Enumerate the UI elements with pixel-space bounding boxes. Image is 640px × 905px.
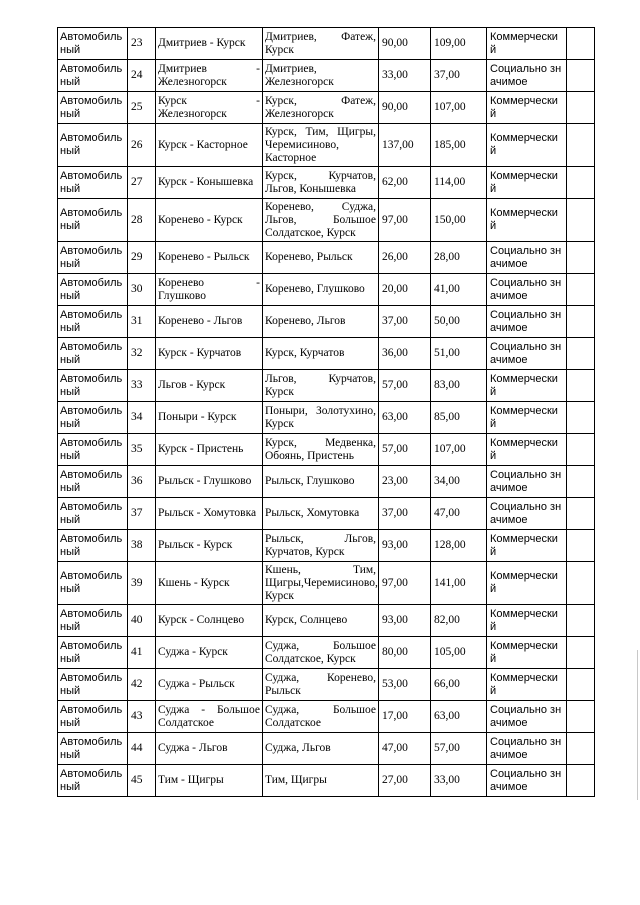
cell-route-stops: Кшень, Тим, Щигры,Черемисиново, Курск xyxy=(263,562,379,605)
table-row xyxy=(58,669,595,701)
cell-empty xyxy=(567,562,595,605)
cell-route-stops: Дмитриев, Фатеж, Курск xyxy=(263,28,379,60)
cell-route-number: 43 xyxy=(128,701,156,733)
table-row xyxy=(58,370,595,402)
cell-empty xyxy=(567,306,595,338)
cell-empty xyxy=(567,338,595,370)
cell-distance-2: 50,00 xyxy=(431,306,487,338)
cell-route-kind: Социально значимое xyxy=(487,242,567,274)
cell-transport-type: Автомобильный xyxy=(58,338,128,370)
cell-distance-1: 57,00 xyxy=(379,370,431,402)
table-row xyxy=(58,28,595,60)
table-row xyxy=(58,199,595,242)
table-row xyxy=(58,466,595,498)
cell-distance-1: 37,00 xyxy=(379,498,431,530)
cell-route-kind: Коммерческий xyxy=(487,637,567,669)
cell-distance-2: 33,00 xyxy=(431,765,487,797)
cell-transport-type: Автомобильный xyxy=(58,765,128,797)
table-row xyxy=(58,338,595,370)
table-row xyxy=(58,498,595,530)
cell-route-kind: Социально значимое xyxy=(487,701,567,733)
cell-distance-1: 27,00 xyxy=(379,765,431,797)
cell-route-kind: Коммерческий xyxy=(487,562,567,605)
cell-route-stops: Курск, Медвенка, Обоянь, Пристень xyxy=(263,434,379,466)
cell-distance-2: 63,00 xyxy=(431,701,487,733)
cell-distance-1: 90,00 xyxy=(379,28,431,60)
cell-transport-type: Автомобильный xyxy=(58,28,128,60)
cell-distance-2: 150,00 xyxy=(431,199,487,242)
cell-route-kind: Коммерческий xyxy=(487,124,567,167)
cell-distance-2: 37,00 xyxy=(431,60,487,92)
cell-route-name: Рыльск - Глушково xyxy=(156,466,263,498)
cell-empty xyxy=(567,669,595,701)
cell-empty xyxy=(567,701,595,733)
cell-route-number: 35 xyxy=(128,434,156,466)
cell-route-stops: Тим, Щигры xyxy=(263,765,379,797)
cell-distance-1: 97,00 xyxy=(379,562,431,605)
cell-route-name: Суджа - Курск xyxy=(156,637,263,669)
cell-distance-1: 20,00 xyxy=(379,274,431,306)
cell-distance-1: 137,00 xyxy=(379,124,431,167)
cell-route-number: 42 xyxy=(128,669,156,701)
cell-route-name: Суджа - Льгов xyxy=(156,733,263,765)
cell-distance-1: 62,00 xyxy=(379,167,431,199)
cell-transport-type: Автомобильный xyxy=(58,167,128,199)
cell-route-stops: Льгов, Курчатов, Курск xyxy=(263,370,379,402)
cell-transport-type: Автомобильный xyxy=(58,60,128,92)
cell-route-number: 31 xyxy=(128,306,156,338)
cell-route-number: 26 xyxy=(128,124,156,167)
cell-route-stops: Коренево, Глушково xyxy=(263,274,379,306)
cell-transport-type: Автомобильный xyxy=(58,530,128,562)
cell-distance-1: 97,00 xyxy=(379,199,431,242)
cell-distance-1: 47,00 xyxy=(379,733,431,765)
table-row xyxy=(58,60,595,92)
cell-transport-type: Автомобильный xyxy=(58,466,128,498)
cell-distance-1: 17,00 xyxy=(379,701,431,733)
cell-route-name: Кшень - Курск xyxy=(156,562,263,605)
cell-distance-2: 85,00 xyxy=(431,402,487,434)
cell-route-kind: Социально значимое xyxy=(487,765,567,797)
cell-route-number: 41 xyxy=(128,637,156,669)
cell-route-name: Суджа - Рыльск xyxy=(156,669,263,701)
cell-distance-2: 128,00 xyxy=(431,530,487,562)
table-row xyxy=(58,167,595,199)
cell-route-number: 40 xyxy=(128,605,156,637)
cell-route-number: 37 xyxy=(128,498,156,530)
cell-route-stops: Поныри, Золотухино, Курск xyxy=(263,402,379,434)
cell-distance-1: 93,00 xyxy=(379,605,431,637)
cell-distance-1: 90,00 xyxy=(379,92,431,124)
cell-route-number: 38 xyxy=(128,530,156,562)
cell-transport-type: Автомобильный xyxy=(58,274,128,306)
cell-transport-type: Автомобильный xyxy=(58,402,128,434)
cell-transport-type: Автомобильный xyxy=(58,124,128,167)
cell-route-stops: Коренево, Рыльск xyxy=(263,242,379,274)
cell-distance-1: 36,00 xyxy=(379,338,431,370)
cell-route-kind: Социально значимое xyxy=(487,498,567,530)
cell-route-number: 44 xyxy=(128,733,156,765)
cell-empty xyxy=(567,92,595,124)
cell-empty xyxy=(567,60,595,92)
cell-route-stops: Курск, Тим, Щигры, Черемисиново, Касторное xyxy=(263,124,379,167)
cell-route-name: Дмитриев - Курск xyxy=(156,28,263,60)
table-row xyxy=(58,434,595,466)
cell-distance-2: 66,00 xyxy=(431,669,487,701)
cell-route-kind: Коммерческий xyxy=(487,669,567,701)
cell-distance-2: 47,00 xyxy=(431,498,487,530)
cell-empty xyxy=(567,199,595,242)
table-row xyxy=(58,402,595,434)
table-row xyxy=(58,765,595,797)
cell-route-name: Дмитриев - Железногорск xyxy=(156,60,263,92)
cell-route-kind: Социально значимое xyxy=(487,274,567,306)
cell-route-name: Рыльск - Хомутовка xyxy=(156,498,263,530)
cell-empty xyxy=(567,124,595,167)
cell-route-stops: Дмитриев, Железногорск xyxy=(263,60,379,92)
cell-route-stops: Рыльск, Хомутовка xyxy=(263,498,379,530)
cell-empty xyxy=(567,605,595,637)
cell-route-stops: Коренево, Суджа, Льгов, Большое Солдатское, Курск xyxy=(263,199,379,242)
cell-transport-type: Автомобильный xyxy=(58,199,128,242)
cell-distance-2: 141,00 xyxy=(431,562,487,605)
cell-route-stops: Рыльск, Льгов, Курчатов, Курск xyxy=(263,530,379,562)
cell-route-number: 25 xyxy=(128,92,156,124)
cell-empty xyxy=(567,242,595,274)
cell-route-kind: Коммерческий xyxy=(487,370,567,402)
cell-transport-type: Автомобильный xyxy=(58,701,128,733)
cell-distance-2: 185,00 xyxy=(431,124,487,167)
table-row xyxy=(58,242,595,274)
cell-transport-type: Автомобильный xyxy=(58,498,128,530)
cell-route-name: Курск - Касторное xyxy=(156,124,263,167)
cell-empty xyxy=(567,370,595,402)
cell-distance-1: 63,00 xyxy=(379,402,431,434)
cell-route-name: Курск - Солнцево xyxy=(156,605,263,637)
routes-table xyxy=(57,27,595,797)
cell-transport-type: Автомобильный xyxy=(58,669,128,701)
cell-transport-type: Автомобильный xyxy=(58,306,128,338)
cell-transport-type: Автомобильный xyxy=(58,434,128,466)
table-row xyxy=(58,562,595,605)
cell-route-name: Коренево - Льгов xyxy=(156,306,263,338)
cell-route-stops: Курск, Фатеж, Железногорск xyxy=(263,92,379,124)
cell-route-kind: Коммерческий xyxy=(487,530,567,562)
cell-distance-1: 33,00 xyxy=(379,60,431,92)
cell-distance-2: 107,00 xyxy=(431,434,487,466)
cell-route-kind: Социально значимое xyxy=(487,466,567,498)
cell-route-name: Коренево - Рыльск xyxy=(156,242,263,274)
cell-empty xyxy=(567,466,595,498)
cell-route-name: Коренево - Глушково xyxy=(156,274,263,306)
cell-transport-type: Автомобильный xyxy=(58,637,128,669)
cell-transport-type: Автомобильный xyxy=(58,92,128,124)
cell-route-number: 32 xyxy=(128,338,156,370)
cell-distance-2: 82,00 xyxy=(431,605,487,637)
scan-artifact-line xyxy=(637,650,638,800)
cell-route-number: 34 xyxy=(128,402,156,434)
cell-route-name: Суджа - Большое Солдатское xyxy=(156,701,263,733)
cell-distance-2: 28,00 xyxy=(431,242,487,274)
cell-route-number: 45 xyxy=(128,765,156,797)
routes-table-body xyxy=(58,28,595,797)
cell-route-kind: Социально значимое xyxy=(487,60,567,92)
cell-distance-2: 109,00 xyxy=(431,28,487,60)
cell-route-name: Рыльск - Курск xyxy=(156,530,263,562)
cell-distance-2: 51,00 xyxy=(431,338,487,370)
table-row xyxy=(58,530,595,562)
table-row xyxy=(58,92,595,124)
cell-empty xyxy=(567,765,595,797)
cell-empty xyxy=(567,274,595,306)
cell-transport-type: Автомобильный xyxy=(58,242,128,274)
cell-distance-1: 23,00 xyxy=(379,466,431,498)
cell-distance-1: 37,00 xyxy=(379,306,431,338)
cell-distance-2: 107,00 xyxy=(431,92,487,124)
cell-route-stops: Курск, Солнцево xyxy=(263,605,379,637)
cell-route-number: 27 xyxy=(128,167,156,199)
cell-route-name: Льгов - Курск xyxy=(156,370,263,402)
cell-distance-1: 80,00 xyxy=(379,637,431,669)
cell-route-kind: Коммерческий xyxy=(487,167,567,199)
cell-empty xyxy=(567,434,595,466)
cell-route-stops: Рыльск, Глушково xyxy=(263,466,379,498)
cell-route-kind: Коммерческий xyxy=(487,92,567,124)
cell-distance-1: 26,00 xyxy=(379,242,431,274)
cell-empty xyxy=(567,498,595,530)
cell-route-name: Курск - Конышевка xyxy=(156,167,263,199)
cell-route-kind: Социально значимое xyxy=(487,338,567,370)
cell-route-kind: Коммерческий xyxy=(487,402,567,434)
cell-route-number: 30 xyxy=(128,274,156,306)
cell-transport-type: Автомобильный xyxy=(58,605,128,637)
cell-route-name: Курск - Пристень xyxy=(156,434,263,466)
cell-route-stops: Суджа, Коренево, Рыльск xyxy=(263,669,379,701)
cell-empty xyxy=(567,167,595,199)
table-row xyxy=(58,124,595,167)
table-row xyxy=(58,637,595,669)
cell-transport-type: Автомобильный xyxy=(58,562,128,605)
cell-route-kind: Коммерческий xyxy=(487,434,567,466)
cell-transport-type: Автомобильный xyxy=(58,733,128,765)
cell-empty xyxy=(567,402,595,434)
cell-route-name: Тим - Щигры xyxy=(156,765,263,797)
cell-distance-1: 57,00 xyxy=(379,434,431,466)
cell-route-stops: Суджа, Льгов xyxy=(263,733,379,765)
cell-route-name: Курск - Курчатов xyxy=(156,338,263,370)
cell-route-kind: Социально значимое xyxy=(487,733,567,765)
cell-route-number: 36 xyxy=(128,466,156,498)
cell-route-stops: Курск, Курчатов, Льгов, Конышевка xyxy=(263,167,379,199)
table-row xyxy=(58,605,595,637)
table-row xyxy=(58,701,595,733)
table-row xyxy=(58,274,595,306)
cell-distance-2: 105,00 xyxy=(431,637,487,669)
cell-empty xyxy=(567,637,595,669)
cell-route-stops: Курск, Курчатов xyxy=(263,338,379,370)
cell-route-name: Коренево - Курск xyxy=(156,199,263,242)
cell-distance-1: 53,00 xyxy=(379,669,431,701)
cell-route-kind: Коммерческий xyxy=(487,28,567,60)
cell-route-kind: Коммерческий xyxy=(487,199,567,242)
cell-route-kind: Социально значимое xyxy=(487,306,567,338)
cell-route-name: Курск - Железногорск xyxy=(156,92,263,124)
cell-distance-2: 41,00 xyxy=(431,274,487,306)
cell-distance-1: 93,00 xyxy=(379,530,431,562)
cell-route-stops: Коренево, Льгов xyxy=(263,306,379,338)
cell-empty xyxy=(567,733,595,765)
cell-transport-type: Автомобильный xyxy=(58,370,128,402)
cell-distance-2: 34,00 xyxy=(431,466,487,498)
cell-route-number: 23 xyxy=(128,28,156,60)
cell-route-kind: Коммерческий xyxy=(487,605,567,637)
table-row xyxy=(58,733,595,765)
cell-route-number: 28 xyxy=(128,199,156,242)
cell-route-stops: Суджа, Большое Солдатское, Курск xyxy=(263,637,379,669)
cell-distance-2: 114,00 xyxy=(431,167,487,199)
cell-distance-2: 83,00 xyxy=(431,370,487,402)
cell-route-number: 39 xyxy=(128,562,156,605)
document-page xyxy=(57,27,595,797)
cell-distance-2: 57,00 xyxy=(431,733,487,765)
cell-route-stops: Суджа, Большое Солдатское xyxy=(263,701,379,733)
table-row xyxy=(58,306,595,338)
cell-route-number: 24 xyxy=(128,60,156,92)
cell-empty xyxy=(567,28,595,60)
cell-empty xyxy=(567,530,595,562)
cell-route-number: 33 xyxy=(128,370,156,402)
cell-route-number: 29 xyxy=(128,242,156,274)
cell-route-name: Поныри - Курск xyxy=(156,402,263,434)
